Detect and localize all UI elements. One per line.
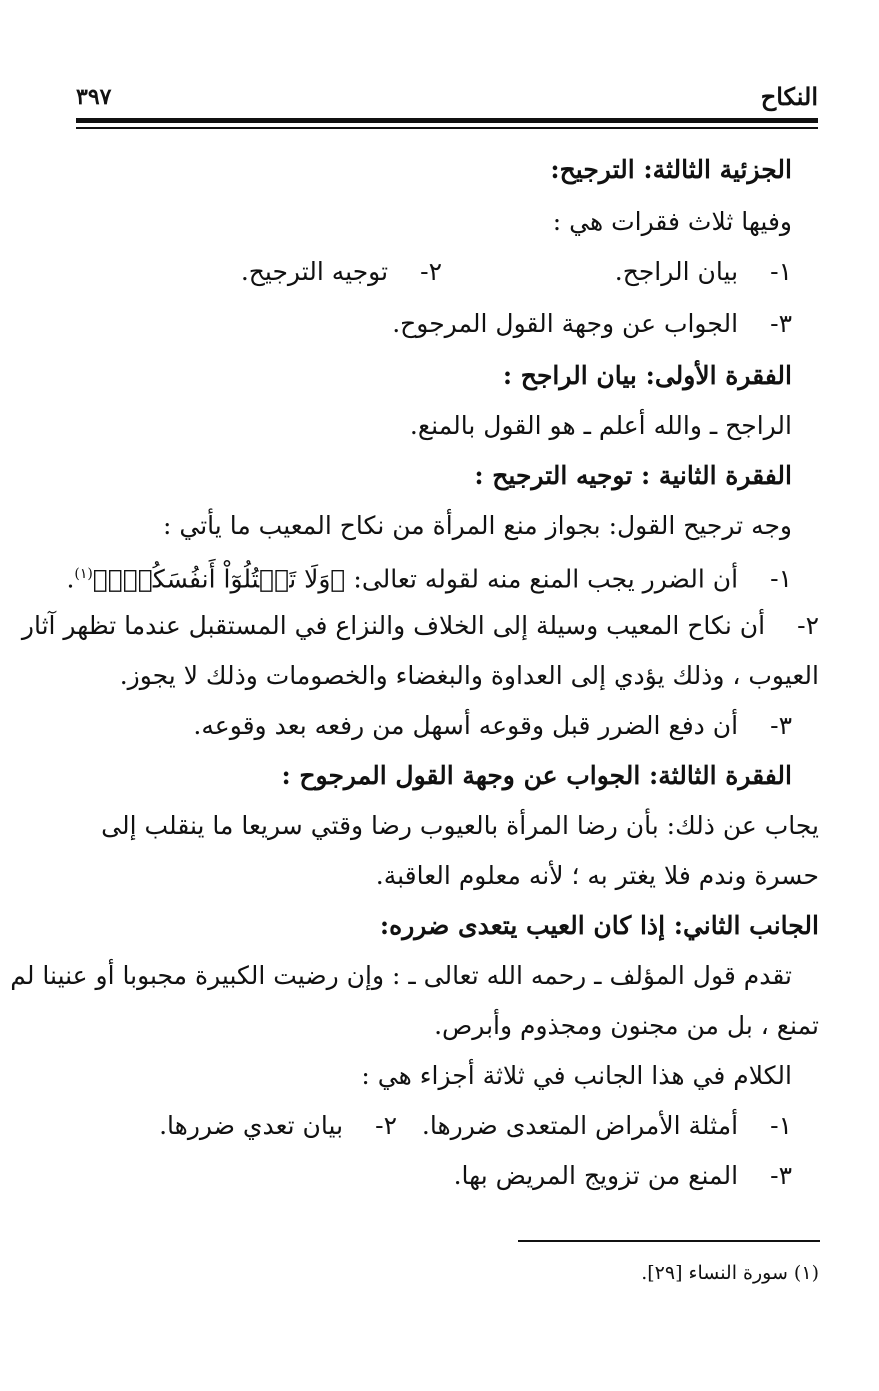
- list-item: بيان الراجح.: [614, 257, 739, 286]
- para2-point-3: [52, 708, 792, 744]
- list-number: ٢-: [375, 1111, 397, 1140]
- para2-point-2: [21, 608, 819, 644]
- side2-intro: الكلام في هذا الجانب في ثلاثة أجزاء هي :: [361, 1061, 792, 1090]
- footnote-separator: [518, 1240, 820, 1242]
- para2-point-2-cont: العيوب ، وذلك يؤدي إلى العداوة والبغضاء والخصومات وذلك لا يجوز.: [119, 661, 819, 690]
- para1-heading: الفقرة الأولى: بيان الراجح :: [502, 361, 792, 390]
- footnote-ref: (١): [74, 566, 93, 582]
- list-number: ١-: [770, 1111, 792, 1140]
- list-number: ٣-: [770, 711, 792, 740]
- header-rule-thin: [76, 127, 818, 129]
- intro-text: وفيها ثلاث فقرات هي :: [552, 207, 792, 236]
- list-number: ٣-: [770, 1161, 792, 1190]
- point-text: أن نكاح المعيب وسيلة إلى الخلاف والنزاع في المستقبل عندما تظهر آثار: [21, 611, 766, 640]
- para3-heading: الفقرة الثالثة: الجواب عن وجهة القول المرجوح :: [281, 761, 792, 790]
- list-number: ٢-: [797, 611, 819, 640]
- para2-intro: وجه ترجيح القول: بجواز منع المرأة من نكاح المعيب ما يأتي :: [163, 511, 792, 540]
- para1-text: الراجح ـ والله أعلم ـ هو القول بالمنع.: [409, 411, 792, 440]
- side2-line-1: تقدم قول المؤلف ـ رحمه الله تعالى ـ : وإن رضيت الكبيرة مجبوبا أو عنينا لم: [10, 961, 792, 990]
- side2-heading: الجانب الثاني: إذا كان العيب يتعدى ضرره:: [379, 911, 819, 940]
- side2-list-row-1: [52, 1108, 792, 1144]
- para2-heading: الفقرة الثانية : توجيه الترجيح :: [474, 461, 792, 490]
- para3-line-1: يجاب عن ذلك: بأن رضا المرأة بالعيوب رضا وقتي سريعا ما ينقلب إلى: [101, 811, 819, 840]
- list-row-2: [52, 306, 792, 342]
- header-rule-thick: [76, 118, 818, 123]
- side2-line-2: تمنع ، بل من مجنون ومجذوم وأبرص.: [434, 1011, 819, 1040]
- list-item: توجيه الترجيح.: [240, 257, 389, 286]
- punctuation: .: [66, 564, 75, 594]
- para2-point-1: [52, 556, 792, 597]
- list-number: ٣-: [770, 309, 792, 338]
- chapter-title: النكاح: [760, 82, 818, 111]
- list-item: أمثلة الأمراض المتعدى ضررها.: [421, 1111, 739, 1140]
- running-header: [76, 82, 818, 114]
- point-text: أن دفع الضرر قبل وقوعه أسهل من رفعه بعد وقوعه.: [193, 711, 739, 740]
- footnote: (١) سورة النساء [٢٩].: [641, 1262, 819, 1284]
- side2-list-row-2: [52, 1158, 792, 1194]
- list-number: ٢-: [420, 257, 442, 286]
- list-item: بيان تعدي ضررها.: [159, 1111, 344, 1140]
- list-number: ١-: [770, 564, 792, 594]
- list-item: المنع من تزويج المريض بها.: [453, 1161, 739, 1190]
- list-number: ١-: [770, 257, 792, 286]
- list-row-1: [52, 254, 792, 290]
- para3-line-2: حسرة وندم فلا يغتر به ؛ لأنه معلوم العاقبة.: [375, 861, 819, 890]
- point-text: أن الضرر يجب المنع منه لقوله تعالى:: [353, 564, 739, 594]
- quran-verse: ﴿وَلَا تَقۡتُلُوٓاْ أَنفُسَكُمۡۚ﴾: [92, 564, 346, 594]
- section-title: الجزئية الثالثة: الترجيح:: [550, 155, 792, 184]
- page-number: ٣٩٧: [76, 84, 112, 110]
- list-item: الجواب عن وجهة القول المرجوح.: [392, 309, 739, 338]
